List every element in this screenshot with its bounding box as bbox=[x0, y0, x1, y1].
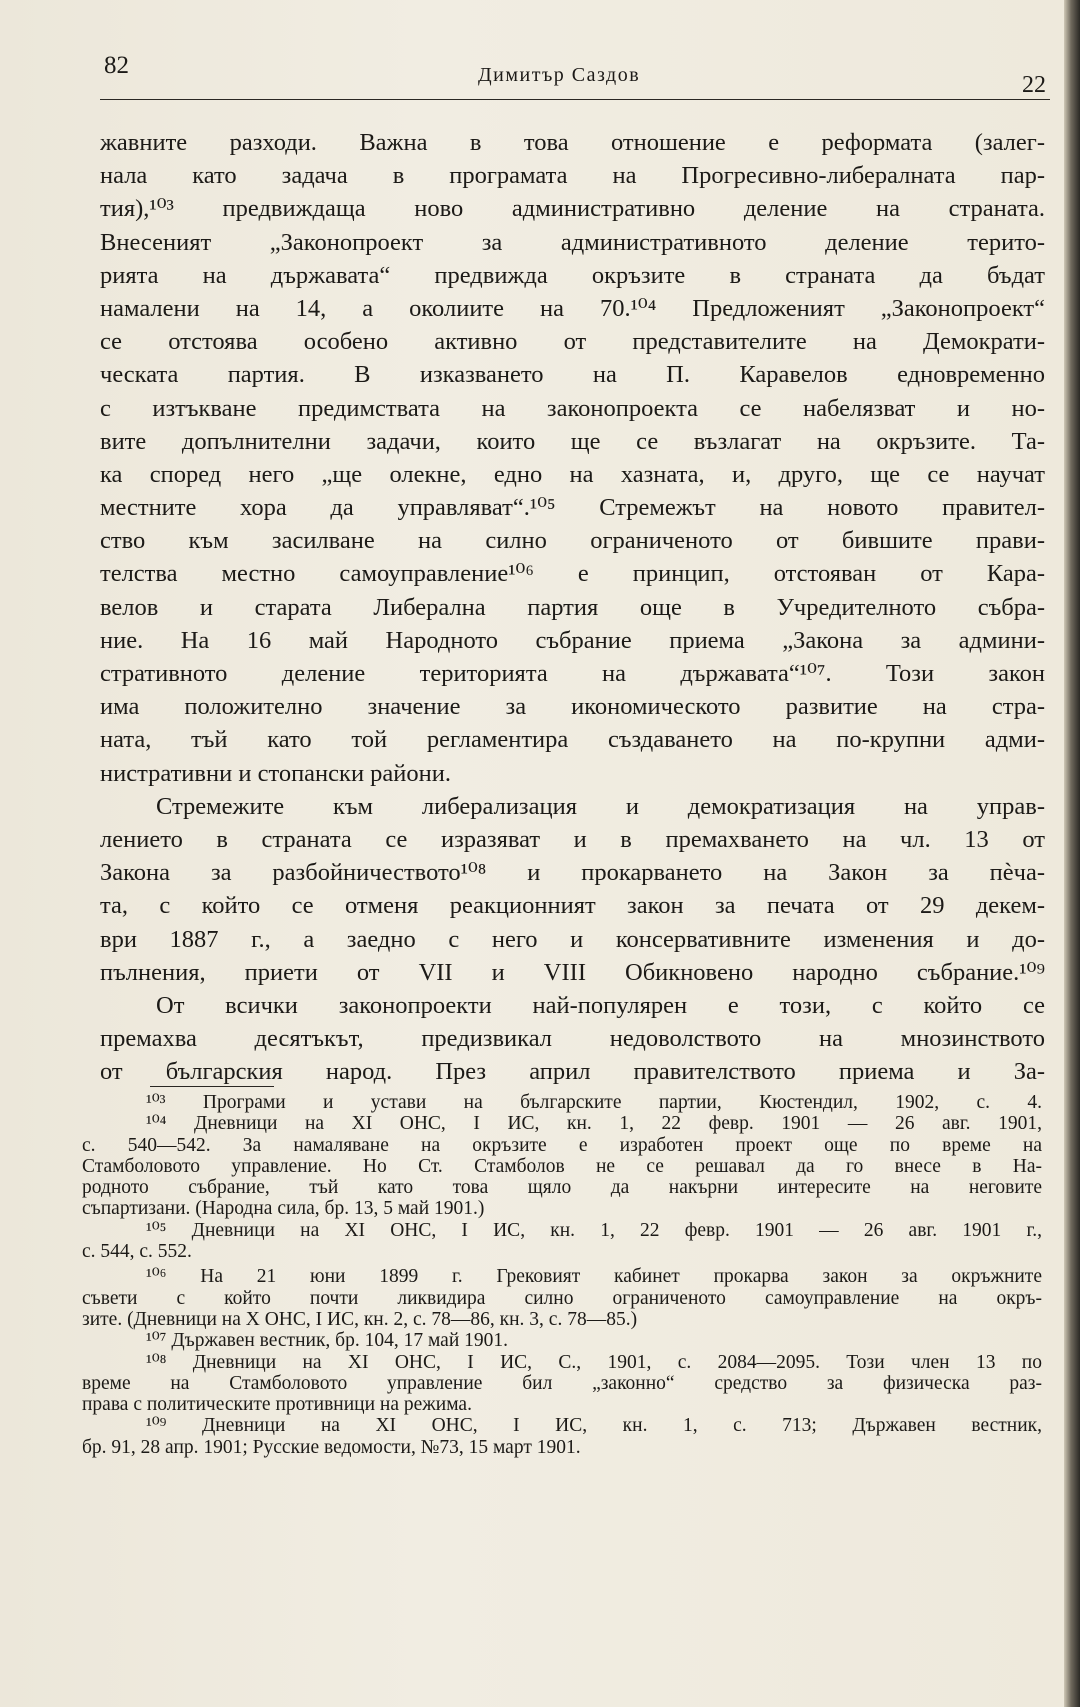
text-line: има положително значение за икономическото развитие на стра- bbox=[100, 693, 1045, 721]
text-line: Стремежите към либерализация и демократизация на управ- bbox=[156, 792, 1045, 820]
text-line: От всички законопроекти най-популярен е този, с който се bbox=[156, 991, 1045, 1019]
footnote-line: ¹⁰⁷ Държавен вестник, бр. 104, 17 май 1901. bbox=[146, 1330, 509, 1352]
header-rule bbox=[100, 99, 1050, 100]
page-header bbox=[0, 0, 1064, 110]
footnote-line: ¹⁰⁶ На 21 юни 1899 г. Грековият кабинет прокарва закон за окръжните bbox=[146, 1266, 1042, 1288]
footnote-line: бр. 91, 28 апр. 1901; Русские ведомости, №73, 15 март 1901. bbox=[82, 1436, 581, 1458]
text-line: тия),¹⁰³ предвиждаща ново административно деление на страната. bbox=[100, 195, 1045, 223]
footnote-rule bbox=[150, 1086, 274, 1087]
page-edge-shadow bbox=[1064, 0, 1080, 1707]
footnote-line: с. 540—542. За намаляване на окръзите е изработен проект още по време на bbox=[82, 1134, 1042, 1156]
text-line: нала като задача в програмата на Прогресивно-либералната пар- bbox=[100, 162, 1045, 190]
text-line: та, с който се отменя реакционният закон за печата от 29 декем- bbox=[100, 892, 1045, 920]
text-line: местните хора да управляват“.¹⁰⁵ Стремежът на новото правител- bbox=[100, 494, 1045, 522]
text-line: жавните разходи. Важна в това отношение е реформата (залег- bbox=[100, 129, 1045, 156]
text-line: от българския народ. През април правителството приема и За- bbox=[100, 1058, 1045, 1086]
text-line: Закона за разбойничеството¹⁰⁸ и прокарването на Закон за пѐча- bbox=[100, 859, 1045, 887]
text-line: ври 1887 г., а заедно с него и консервативните изменения и до- bbox=[100, 925, 1045, 953]
text-line: намалени на 14, а околиите на 70.¹⁰⁴ Предложеният „Законопроект“ bbox=[100, 294, 1045, 322]
footnote-line: права с политическите противници на режима. bbox=[82, 1394, 472, 1416]
footnote-line: с. 544, с. 552. bbox=[82, 1241, 192, 1263]
footnote-line: съпартизани. (Народна сила, бр. 13, 5 май 1901.) bbox=[82, 1198, 485, 1220]
footnote-line: ¹⁰³ Програми и устави на българските партии, Кюстендил, 1902, с. 4. bbox=[146, 1092, 1042, 1113]
footnotes bbox=[82, 1092, 1042, 1458]
page-number: 82 bbox=[104, 52, 129, 79]
text-line: лението в страната се изразяват и в премахването на чл. 13 от bbox=[100, 825, 1045, 853]
footnote-line: зите. (Дневници на X ОНС, I ИС, кн. 2, с. 78—86, кн. 3, с. 78—85.) bbox=[82, 1308, 638, 1330]
chapter-mark: 22 bbox=[1022, 72, 1046, 98]
text-line: велов и старата Либерална партия още в Учредителното събра- bbox=[100, 593, 1045, 621]
footnote-line: Стамболовото управление. Но Ст. Стамболов не се решавал да го внесе в На- bbox=[82, 1155, 1042, 1177]
footnote-line: съвети с който почти ликвидира силно ограниченото самоуправление на окръ- bbox=[82, 1287, 1042, 1309]
footnote-line: родното събрание, тъй като това щяло да накърни интересите на неговите bbox=[82, 1177, 1042, 1199]
footnote-line: ¹⁰⁴ Дневници на XI ОНС, I ИС, кн. 1, 22 февр. 1901 — 26 авг. 1901, bbox=[146, 1113, 1042, 1135]
footnote-line: ¹⁰⁹ Дневници на XI ОНС, I ИС, кн. 1, с. 713; Държавен вестник, bbox=[146, 1415, 1042, 1437]
text-line: премахва десятъкът, предизвикал недоволството на мнозинството bbox=[100, 1025, 1045, 1053]
text-line: вите допълнителни задачи, които ще се възлагат на окръзите. Та- bbox=[100, 427, 1045, 455]
text-line: ка според него „ще олекне, едно на хазната, и, друго, ще се научат bbox=[100, 460, 1045, 488]
text-line: се отстоява особено активно от представителите на Демократи- bbox=[100, 328, 1045, 356]
main-text bbox=[100, 126, 1045, 1088]
text-line: рията на държавата“ предвижда окръзите в страната да бъдат bbox=[100, 261, 1045, 289]
text-line: с изтъкване предимствата на законопроекта се набелязват и но- bbox=[100, 394, 1045, 422]
text-line: стративното деление територията на държавата“¹⁰⁷. Този закон bbox=[100, 660, 1045, 687]
text-line: ство към засилване на силно ограниченото от бившите прави- bbox=[100, 527, 1045, 555]
text-line: ние. На 16 май Народното събрание приема „Закона за админи- bbox=[100, 626, 1045, 654]
text-line: нистративни и стопански райони. bbox=[100, 759, 452, 787]
text-line: пълнения, приети от VII и VIII Обикновено народно събрание.¹⁰⁹ bbox=[100, 958, 1045, 986]
footnote-line: време на Стамболовото управление бил „законно“ средство за физическа раз- bbox=[82, 1372, 1042, 1394]
footnote-line: ¹⁰⁵ Дневници на XI ОНС, I ИС, кн. 1, 22 февр. 1901 — 26 авг. 1901 г., bbox=[146, 1219, 1042, 1241]
text-line: ната, тъй като той регламентира създаването на по-крупни адми- bbox=[100, 726, 1045, 754]
text-line: телства местно самоуправление¹⁰⁶ е принцип, отстояван от Кара- bbox=[100, 560, 1045, 588]
running-head: Димитър Саздов bbox=[478, 64, 641, 86]
text-line: Внесеният „Законопроект за административното деление терито- bbox=[100, 228, 1045, 256]
text-line: ческата партия. В изказването на П. Каравелов едновременно bbox=[100, 361, 1045, 389]
footnote-line: ¹⁰⁸ Дневници на XI ОНС, I ИС, С., 1901, с. 2084—2095. Този член 13 по bbox=[146, 1351, 1042, 1373]
